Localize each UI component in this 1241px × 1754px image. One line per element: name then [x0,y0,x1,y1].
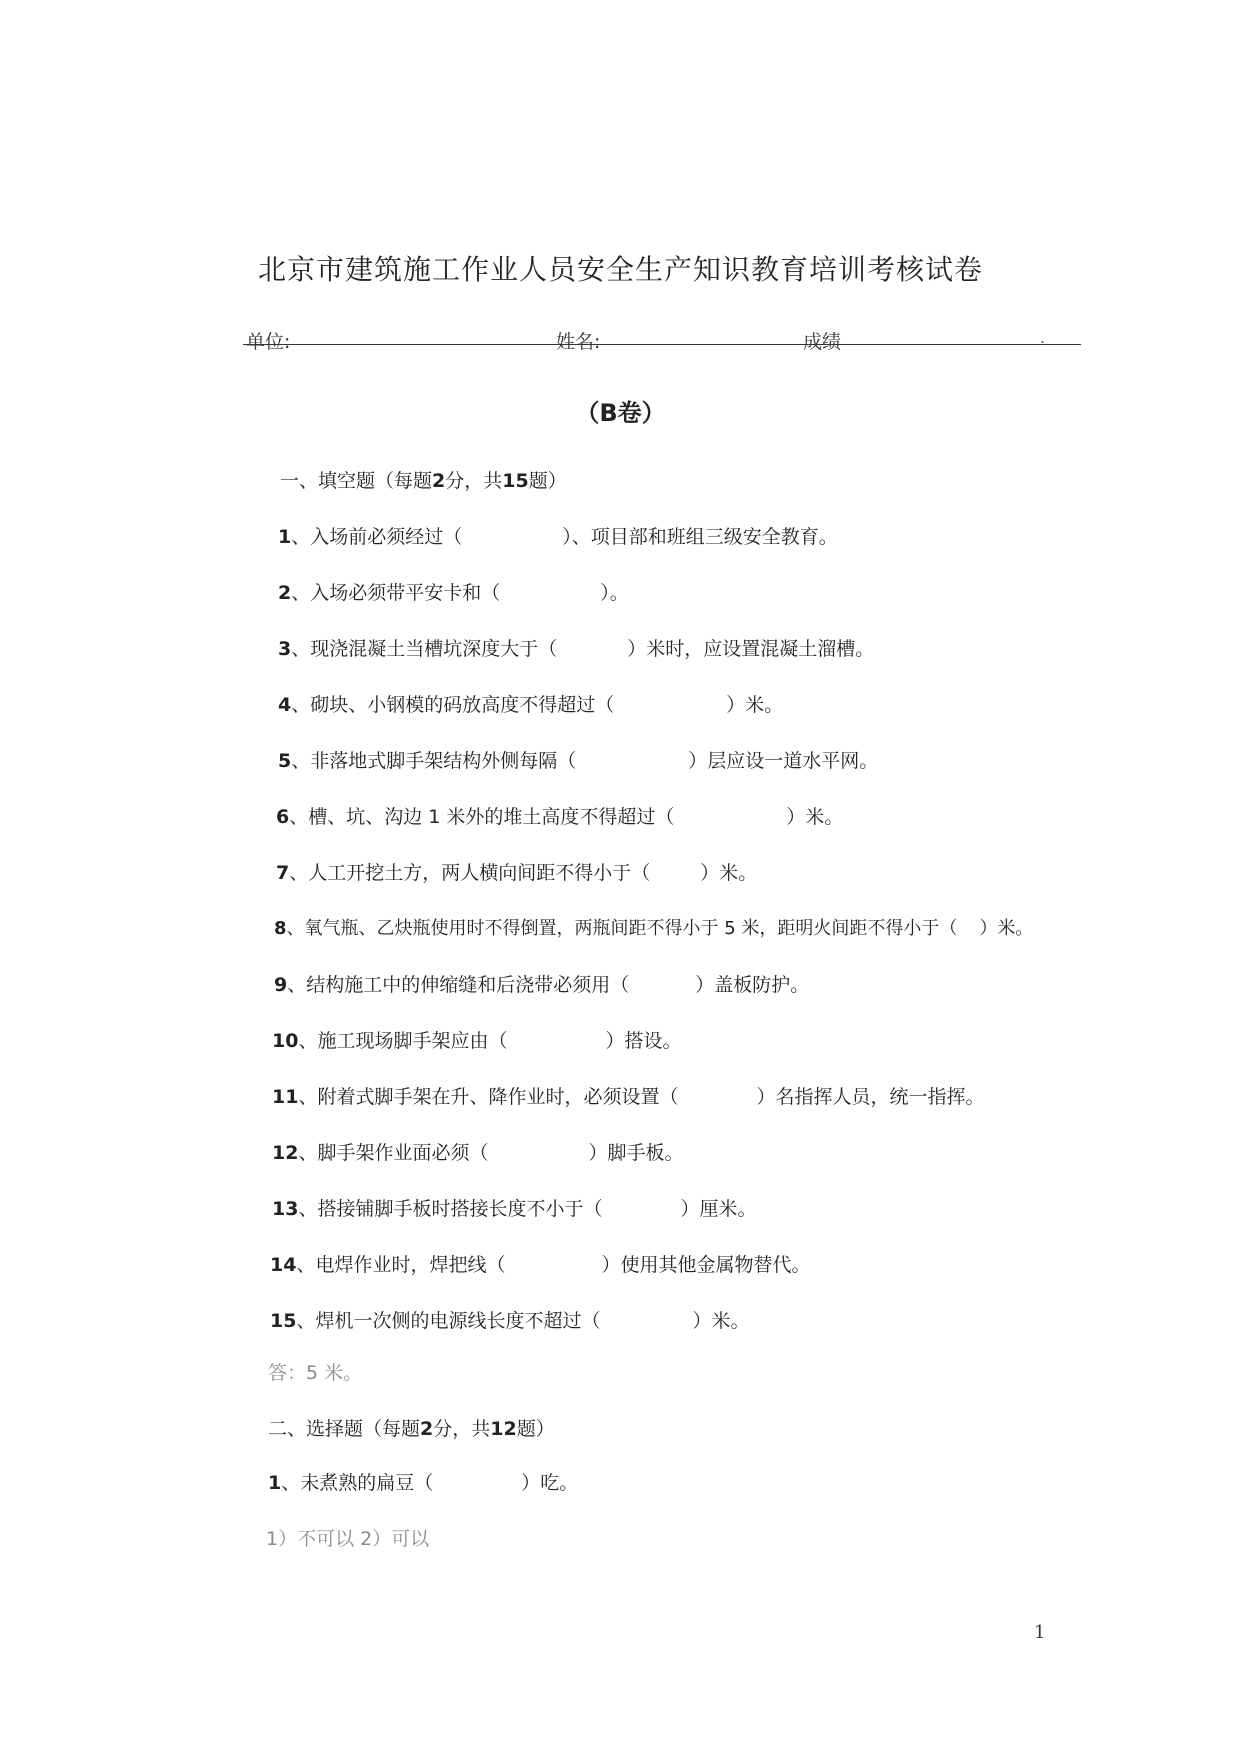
answer-note: 答：5 米。 [268,1362,363,1384]
question-8: 8、氧气瓶、乙炔瓶使用时不得倒置，两瓶间距不得小于 5 米，距明火间距不得小于（ ）米。 [274,918,1034,939]
question-14: 14、电焊作业时，焊把线（ ）使用其他金属物替代。 [270,1254,811,1276]
unit-label: 单位: [246,331,291,353]
question-13: 13、搭接铺脚手板时搭接长度不小于（ ）厘米。 [272,1198,757,1220]
question-3: 3、现浇混凝土当槽坑深度大于（ ）米时，应设置混凝土溜槽。 [278,638,875,660]
choice-question-1: 1、未煮熟的扁豆（ ）吃。 [268,1472,579,1494]
question-4: 4、砌块、小钢模的码放高度不得超过（ ）米。 [278,694,784,716]
paper-version: （B卷） [575,399,666,427]
info-trailing-mark: . [1040,328,1046,347]
choice-options: 1）不可以 2）可以 [266,1528,430,1550]
exam-title: 北京市建筑施工作业人员安全生产知识教育培训考核试卷 [257,253,983,286]
question-12: 12、脚手架作业面必须（ ）脚手板。 [272,1142,684,1164]
question-9: 9、结构施工中的伸缩缝和后浇带必须用（ ）盖板防护。 [274,974,810,996]
question-15: 15、焊机一次侧的电源线长度不超过（ ）米。 [270,1310,750,1332]
section2-heading: 二、选择题（每题2分，共12题） [268,1418,555,1440]
question-7: 7、人工开挖土方，两人横向间距不得小于（ ）米。 [276,862,758,884]
question-11: 11、附着式脚手架在升、降作业时，必须设置（ ）名指挥人员，统一指挥。 [272,1086,985,1108]
question-5: 5、非落地式脚手架结构外侧每隔（ ）层应设一道水平网。 [278,750,879,772]
name-label: 姓名: [556,331,601,353]
question-2: 2、入场必须带平安卡和（ ）。 [278,582,629,604]
info-underline [243,344,1081,345]
question-10: 10、施工现场脚手架应由（ ）搭设。 [272,1030,682,1052]
score-label: 成绩 [803,331,842,353]
section1-heading: 一、填空题（每题2分，共15题） [280,470,567,492]
page-number: 1 [1034,1622,1046,1643]
question-1: 1、入场前必须经过（ ）、项目部和班组三级安全教育。 [278,526,838,548]
question-6: 6、槽、坑、沟边 1 米外的堆土高度不得超过（ ）米。 [276,806,844,828]
